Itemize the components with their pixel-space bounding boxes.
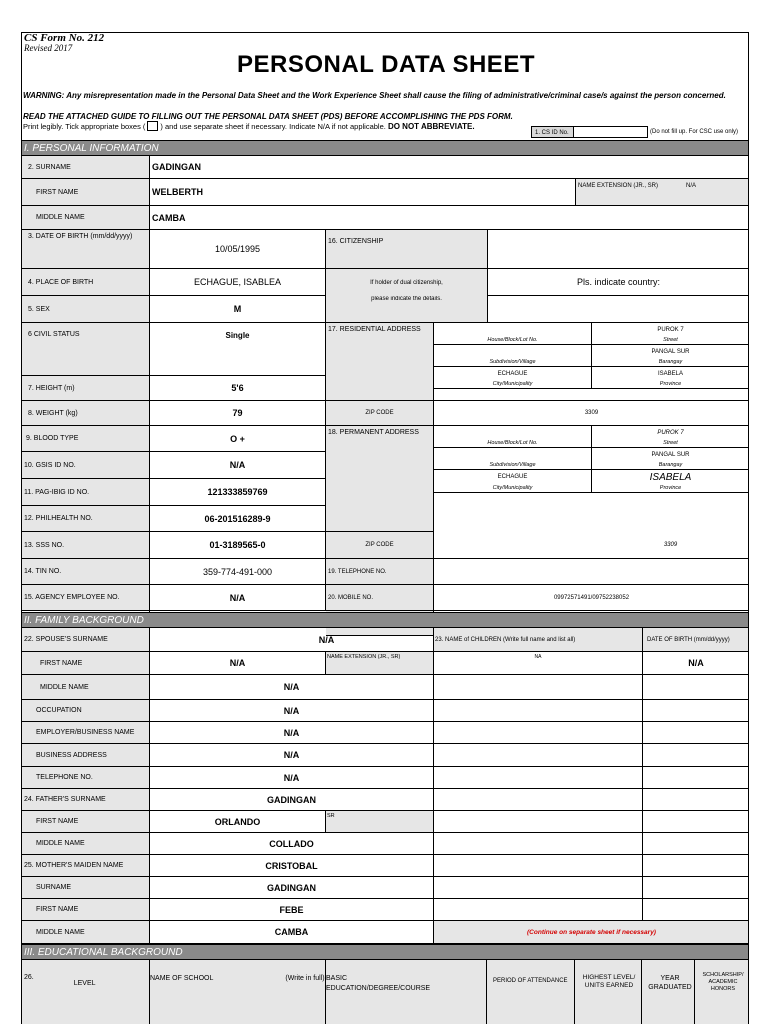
first-name-label: FIRST NAME	[22, 179, 150, 206]
education-level-label: LEVEL	[73, 980, 96, 987]
child-row[interactable]	[434, 877, 643, 899]
print-text-c: DO NOT ABBREVIATE.	[387, 122, 475, 131]
period-header: PERIOD OF ATTENDANCE	[487, 960, 575, 1024]
child-name-field[interactable]: NA	[434, 652, 643, 675]
indicate-country-label: Pls. indicate country:	[488, 269, 749, 296]
sss-label: 13. SSS NO.	[22, 532, 150, 559]
gsis-label: 10. GSIS ID NO.	[22, 452, 150, 479]
agency-field[interactable]: N/A	[150, 585, 326, 611]
highest-level-header: HIGHEST LEVEL/ UNITS EARNED	[575, 960, 642, 1024]
mother-middle-name-field[interactable]: CAMBA	[150, 921, 434, 944]
child-dob-row[interactable]	[643, 722, 749, 744]
tick-box-icon	[147, 121, 158, 131]
telephone-field[interactable]	[434, 559, 749, 585]
spouse-surname-field[interactable]: N/A	[150, 628, 434, 652]
print-text-a: Print legibly. Tick appropriate boxes (	[23, 122, 146, 131]
child-dob-row[interactable]	[643, 833, 749, 855]
res-street-field[interactable]: PUROK 7	[657, 326, 684, 333]
child-row[interactable]	[434, 789, 643, 811]
mother-first-name-label: FIRST NAME	[22, 899, 150, 921]
child-dob-row[interactable]	[643, 899, 749, 921]
middle-name-label: MIDDLE NAME	[22, 206, 150, 230]
civil-status-label: 6 CIVIL STATUS	[22, 323, 150, 376]
tin-label: 14. TIN NO.	[22, 559, 150, 585]
spouse-surname-label: 22. SPOUSE'S SURNAME	[22, 628, 150, 652]
child-row[interactable]	[434, 899, 643, 921]
dual-citizenship-text-b: please indicate the details.	[326, 296, 488, 323]
child-row[interactable]	[434, 833, 643, 855]
education-level-header	[22, 960, 150, 1024]
child-row[interactable]	[434, 700, 643, 722]
philhealth-field[interactable]: 06-201516289-9	[150, 506, 326, 532]
spouse-telephone-field[interactable]: N/A	[150, 767, 434, 789]
telephone-label: 19. TELEPHONE NO.	[326, 559, 434, 585]
father-middle-name-field[interactable]: COLLADO	[150, 833, 434, 855]
cs-id-label: 1. CS ID No.	[531, 126, 574, 138]
philhealth-label: 12. PHILHEALTH NO.	[22, 506, 150, 532]
pagibig-label: 11. PAG-IBIG ID NO.	[22, 479, 150, 506]
surname-label: 2. SURNAME	[22, 156, 150, 179]
spouse-first-name-label: FIRST NAME	[22, 652, 150, 675]
perm-province-sub: Province	[592, 484, 749, 493]
mother-surname-field[interactable]: GADINGAN	[150, 877, 434, 899]
perm-spacer	[434, 493, 749, 532]
civil-status-field[interactable]: Single	[150, 323, 326, 376]
business-address-label: BUSINESS ADDRESS	[22, 744, 150, 767]
res-city-field[interactable]: ECHAGUE	[434, 367, 592, 380]
child-dob-row[interactable]	[643, 811, 749, 833]
res-house-sub: House/Block/Lot No.	[434, 336, 592, 345]
perm-subdivision-field[interactable]	[434, 448, 592, 461]
res-province-sub: Province	[592, 380, 749, 389]
res-barangay-field[interactable]: PANGAL SUR	[651, 348, 690, 355]
first-name-field[interactable]: WELBERTH	[150, 179, 576, 206]
education-no: 26.	[24, 974, 34, 981]
child-dob-label: DATE OF BIRTH (mm/dd/yyyy)	[643, 628, 749, 652]
continue-note-text: (Continue on separate sheet if necessary)	[527, 928, 656, 936]
employer-field[interactable]: N/A	[150, 722, 434, 744]
child-dob-row[interactable]	[643, 767, 749, 789]
spouse-middle-name-label: MIDDLE NAME	[22, 675, 150, 700]
child-dob-row[interactable]	[643, 675, 749, 700]
pds-form	[21, 32, 749, 1024]
spouse-middle-name-field[interactable]: N/A	[150, 675, 434, 700]
surname-field[interactable]: GADINGAN	[150, 156, 749, 179]
name-ext-field[interactable]: N/A	[686, 183, 697, 189]
perm-street-sub: Street	[592, 439, 749, 448]
child-dob-row[interactable]	[643, 744, 749, 767]
perm-city-sub: City/Municipality	[434, 484, 592, 493]
father-surname-label: 24. FATHER'S SURNAME	[22, 789, 150, 811]
child-dob-row[interactable]	[643, 877, 749, 899]
course-label: BASIC EDUCATION/DEGREE/COURSE	[326, 975, 431, 992]
child-row[interactable]	[434, 722, 643, 744]
res-spacer	[434, 389, 749, 401]
mobile-field[interactable]: 09972571491/09752238052	[434, 585, 749, 611]
citizenship-label: 16. CITIZENSHIP	[326, 230, 488, 269]
guide-text: READ THE ATTACHED GUIDE TO FILLING OUT THE PERSONAL DATA SHEET (PDS) BEFORE ACCOMPLISHING THE PDS FORM.	[23, 112, 513, 121]
height-label: 7. HEIGHT (m)	[22, 376, 150, 401]
res-house-field[interactable]	[434, 323, 592, 336]
tin-field[interactable]: 359-774-491-000	[150, 559, 326, 585]
occupation-label: OCCUPATION	[22, 700, 150, 722]
print-text-b: ) and use separate sheet if necessary. Indicate N/A if not applicable.	[160, 122, 386, 131]
child-dob-row[interactable]	[643, 789, 749, 811]
children-label: 23. NAME of CHILDREN (Write full name and list all)	[434, 628, 643, 652]
height-field[interactable]: 5'6	[150, 376, 326, 401]
perm-zip-label: ZIP CODE	[326, 532, 434, 559]
sex-field[interactable]: M	[150, 296, 326, 323]
dob-label: 3. DATE OF BIRTH (mm/dd/yyyy)	[22, 230, 150, 269]
section-education: III. EDUCATIONAL BACKGROUND	[22, 944, 749, 960]
dob-field[interactable]: 10/05/1995	[150, 230, 326, 269]
child-row[interactable]	[434, 811, 643, 833]
school-name-label: NAME OF SCHOOL	[150, 975, 214, 982]
perm-barangay-sub: Barangay	[592, 461, 749, 470]
res-subdivision-field[interactable]	[434, 345, 592, 358]
father-surname-field[interactable]: GADINGAN	[150, 789, 434, 811]
cs-id-field[interactable]	[574, 126, 648, 138]
pagibig-field[interactable]: 121333859769	[150, 479, 326, 506]
res-zip-label: ZIP CODE	[326, 401, 434, 426]
middle-name-field[interactable]: CAMBA	[150, 206, 749, 230]
business-address-field[interactable]: N/A	[150, 744, 434, 767]
perm-city-field[interactable]: ECHAGUE	[434, 470, 592, 484]
name-ext-label-text: NAME EXTENSION (JR., SR)	[578, 183, 659, 189]
res-barangay-sub: Barangay	[592, 358, 749, 367]
perm-subdivision-sub: Subdivision/Village	[434, 461, 592, 470]
weight-field[interactable]: 79	[150, 401, 326, 426]
res-province-field[interactable]: ISABELA	[657, 370, 683, 377]
form-number: CS Form No. 212	[24, 32, 105, 44]
section-personal: I. PERSONAL INFORMATION	[22, 140, 749, 156]
dual-citizenship-text-a: If holder of dual citizenship,	[326, 269, 488, 296]
mother-maiden-field[interactable]: CRISTOBAL	[150, 855, 434, 877]
father-middle-name-label: MIDDLE NAME	[22, 833, 150, 855]
country-field[interactable]	[488, 296, 749, 323]
child-row[interactable]	[434, 744, 643, 767]
child-row[interactable]	[434, 855, 643, 877]
sss-field[interactable]: 01-3189565-0	[150, 532, 326, 559]
perm-province-field[interactable]: ISABELA	[649, 471, 692, 483]
spouse-name-ext-label: NAME EXTENSION (JR., SR)	[326, 652, 434, 675]
permanent-address-label: 18. PERMANENT ADDRESS	[326, 426, 434, 532]
perm-house-field[interactable]	[434, 426, 592, 439]
pob-label: 4. PLACE OF BIRTH	[22, 269, 150, 296]
father-name-ext-field[interactable]: SR	[326, 811, 434, 833]
child-dob-row[interactable]	[643, 855, 749, 877]
continue-note	[434, 921, 749, 944]
scholarship-header: SCHOLARSHIP/ ACADEMIC HONORS	[695, 960, 749, 1024]
name-ext-label	[576, 179, 749, 206]
perm-house-sub: House/Block/Lot No.	[434, 439, 592, 448]
warning-text: WARNING: Any misrepresentation made in the Personal Data Sheet and the Work Experience Sheet shall cause the filing of administrative/criminal case/s against the person concerned.	[23, 91, 726, 100]
revised-label: Revised 2017	[24, 43, 73, 53]
father-first-name-field[interactable]: ORLANDO	[150, 811, 326, 833]
child-dob-field[interactable]: N/A	[643, 652, 749, 675]
mother-middle-name-label: MIDDLE NAME	[22, 921, 150, 944]
sex-label: 5. SEX	[22, 296, 150, 323]
residential-address-label: 17. RESIDENTIAL ADDRESS	[326, 323, 434, 401]
cs-id-note: (Do not fill up. For CSC use only)	[650, 129, 739, 135]
pob-field[interactable]: ECHAGUE, ISABLEA	[150, 269, 326, 296]
course-header	[326, 960, 487, 1024]
school-name-header	[150, 960, 326, 1024]
blood-type-field[interactable]: O +	[150, 426, 326, 452]
child-row[interactable]	[434, 675, 643, 700]
father-first-name-label: FIRST NAME	[22, 811, 150, 833]
perm-zip-field[interactable]: 3309	[434, 532, 749, 559]
res-street-sub: Street	[592, 336, 749, 345]
res-subdivision-sub: Subdivision/Village	[434, 358, 592, 367]
employer-label: EMPLOYER/BUSINESS NAME	[22, 722, 150, 744]
mother-surname-label: SURNAME	[22, 877, 150, 899]
mobile-label: 20. MOBILE NO.	[326, 585, 434, 611]
perm-barangay-field[interactable]: PANGAL SUR	[651, 451, 690, 458]
occupation-field[interactable]: N/A	[150, 700, 434, 722]
section-family: II. FAMILY BACKGROUND	[22, 612, 749, 628]
year-graduated-header: YEAR GRADUATED	[642, 960, 695, 1024]
res-city-sub: City/Municipality	[434, 380, 592, 389]
page-title: PERSONAL DATA SHEET	[237, 51, 535, 78]
blood-type-label: 9. BLOOD TYPE	[22, 426, 150, 452]
gsis-field[interactable]: N/A	[150, 452, 326, 479]
child-dob-row[interactable]	[643, 700, 749, 722]
print-instructions	[23, 121, 475, 131]
res-zip-field[interactable]: 3309	[434, 401, 749, 426]
spouse-telephone-label: TELEPHONE NO.	[22, 767, 150, 789]
mother-maiden-label: 25. MOTHER'S MAIDEN NAME	[22, 855, 150, 877]
mother-first-name-field[interactable]: FEBE	[150, 899, 434, 921]
school-write-full: (Write in full)	[285, 975, 325, 982]
perm-street-field[interactable]: PUROK 7	[657, 429, 684, 436]
agency-label: 15. AGENCY EMPLOYEE NO.	[22, 585, 150, 611]
child-row[interactable]	[434, 767, 643, 789]
citizenship-field[interactable]	[488, 230, 749, 269]
weight-label: 8. WEIGHT (kg)	[22, 401, 150, 426]
spouse-first-name-field[interactable]: N/A	[150, 652, 326, 675]
